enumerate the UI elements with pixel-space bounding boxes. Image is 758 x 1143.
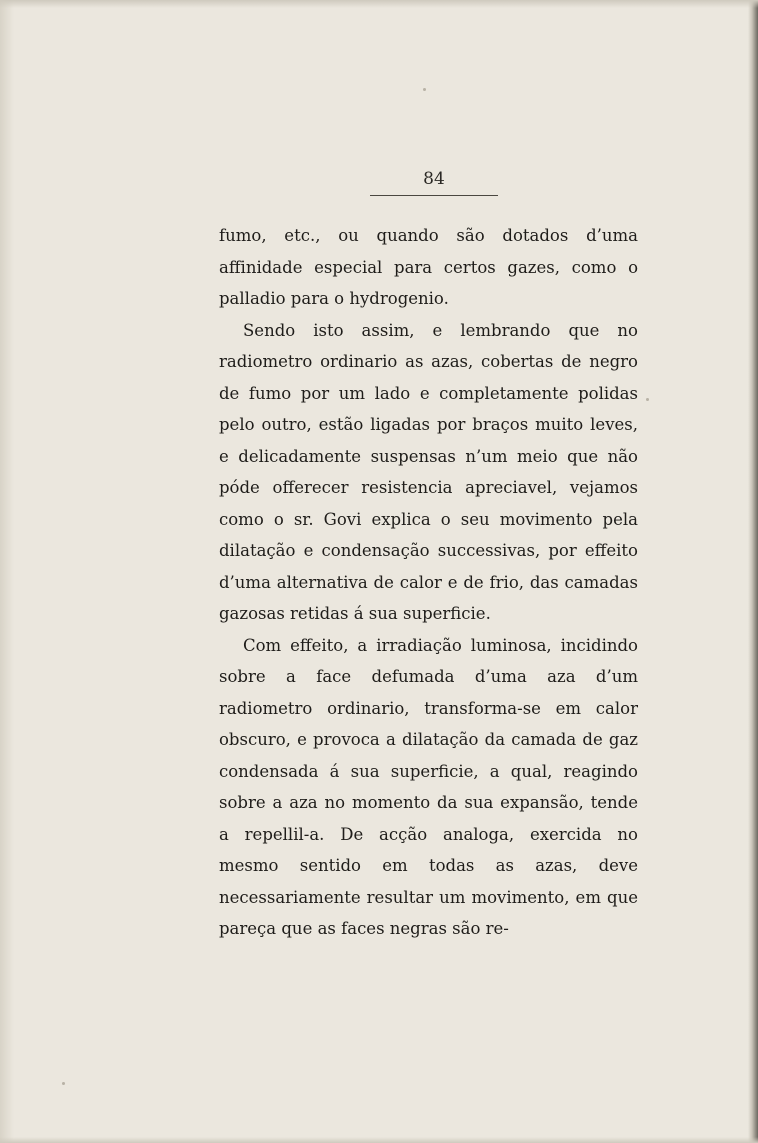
body-text xyxy=(219,220,638,945)
page-edge-shadow-top xyxy=(0,0,758,8)
page-edge-shadow-left xyxy=(0,0,14,1143)
page-edge-shadow-bottom xyxy=(0,1137,758,1143)
page-header xyxy=(370,167,498,196)
paper-speck xyxy=(423,88,426,91)
paper-speck xyxy=(62,1082,65,1085)
paragraph-2: Sendo isto assim, e lembrando que no radiometro ordinario as azas, cobertas de negro de fumo por um lado e completamente polidas pelo outro, estão ligadas por braços muito leves, e delicadamente suspensas n’um meio que não póde offerecer resistencia apreciavel, vejamos como o sr. Govi explica o seu movimento pela dilatação e condensação successivas, por effeito d’uma alternativa de calor e de frio, das camadas gazosas retidas á sua superficie. xyxy=(219,320,638,623)
page-number: 84 xyxy=(423,169,445,189)
paragraph-1: fumo, etc., ou quando são dotados d’uma affinidade especial para certos gazes, como o palladio para o hydrogenio. xyxy=(219,226,638,308)
page-edge-shadow-right xyxy=(748,0,758,1143)
paragraph-3: Com effeito, a irradiação luminosa, incidindo sobre a face defumada d’uma aza d’um radiometro ordinario, transforma-se em calor obscuro, e provoca a dilatação da camada de gaz condensada á sua superficie, a qual, reagindo sobre a aza no momento da sua expansão, tende a repellil-a. De acção analoga, exercida no mesmo sentido em todas as azas, deve necessariamente resultar um movimento, em que pareça que as faces negras são re- xyxy=(219,635,638,938)
header-rule xyxy=(370,195,498,196)
paper-speck xyxy=(646,398,649,401)
